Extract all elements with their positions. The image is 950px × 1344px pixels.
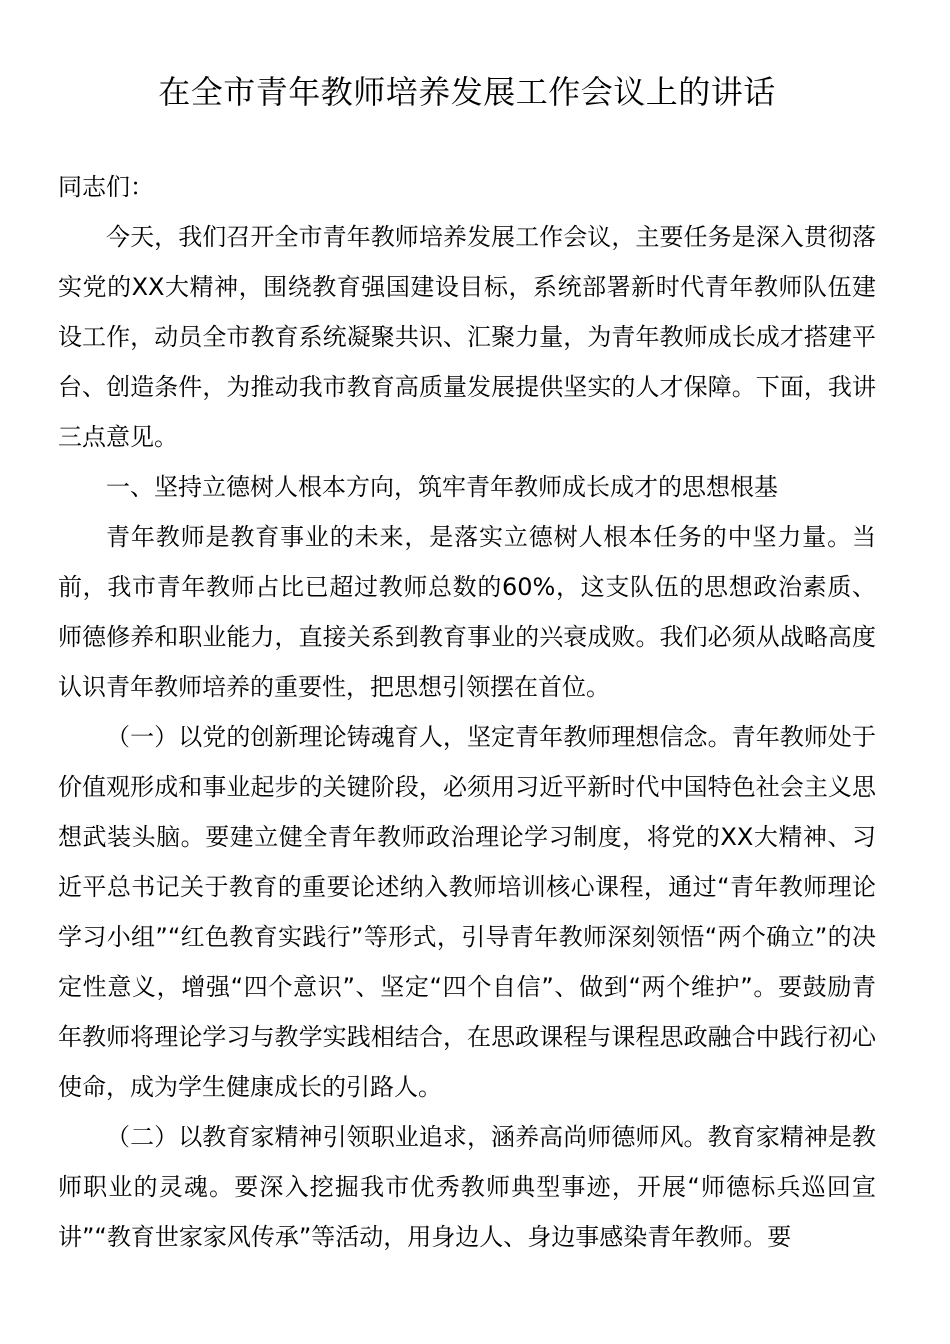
section-1-paragraph: 青年教师是教育事业的未来，是落实立德树人根本任务的中坚力量。当前，我市青年教师占比已超过教师总数的60%，这支队伍的思想政治素质、师德修养和职业能力，直接关系到教育事业的兴衰成败。我们必须从战略高度认识青年教师培养的重要性，把思想引领摆在首位。 bbox=[58, 523, 876, 701]
salutation: 同志们： bbox=[58, 173, 154, 201]
subsection-1-paragraph: （一）以党的创新理论铸魂育人，坚定青年教师理想信念。青年教师处于价值观形成和事业起步的关键阶段，必须用习近平新时代中国特色社会主义思想武装头脑。要建立健全青年教师政治理论学习制度，将党的XX大精神、习近平总书记关于教育的重要论述纳入教师培训核心课程，通过“青年教师理论学习小组”“红色教育实践行”等形式，引导青年教师深刻领悟“两个确立”的决定性意义，增强“四个意识”、坚定“四个自信”、做到“两个维护”。要鼓励青年教师将理论学习与教学实践相结合，在思政课程与课程思政融合中践行初心使命，成为学生健康成长的引路人。 bbox=[58, 723, 876, 1101]
document-page bbox=[58, 0, 876, 1262]
section-heading-1: 一、坚持立德树人根本方向，筑牢青年教师成长成才的思想根基 bbox=[106, 473, 778, 501]
document-title: 在全市青年教师培养发展工作会议上的讲话 bbox=[158, 73, 776, 111]
document-body bbox=[58, 162, 876, 1262]
intro-paragraph: 今天，我们召开全市青年教师培养发展工作会议，主要任务是深入贯彻落实党的XX大精神，围绕教育强国建设目标，系统部署新时代青年教师队伍建设工作，动员全市教育系统凝聚共识、汇聚力量，为青年教师成长成才搭建平台、创造条件，为推动我市教育高质量发展提供坚实的人才保障。下面，我讲三点意见。 bbox=[58, 223, 876, 451]
subsection-2-paragraph: （二）以教育家精神引领职业追求，涵养高尚师德师风。教育家精神是教师职业的灵魂。要深入挖掘我市优秀教师典型事迹，开展“师德标兵巡回宣讲”“教育世家家风传承”等活动，用身边人、身边事感染青年教师。要 bbox=[58, 1123, 876, 1251]
